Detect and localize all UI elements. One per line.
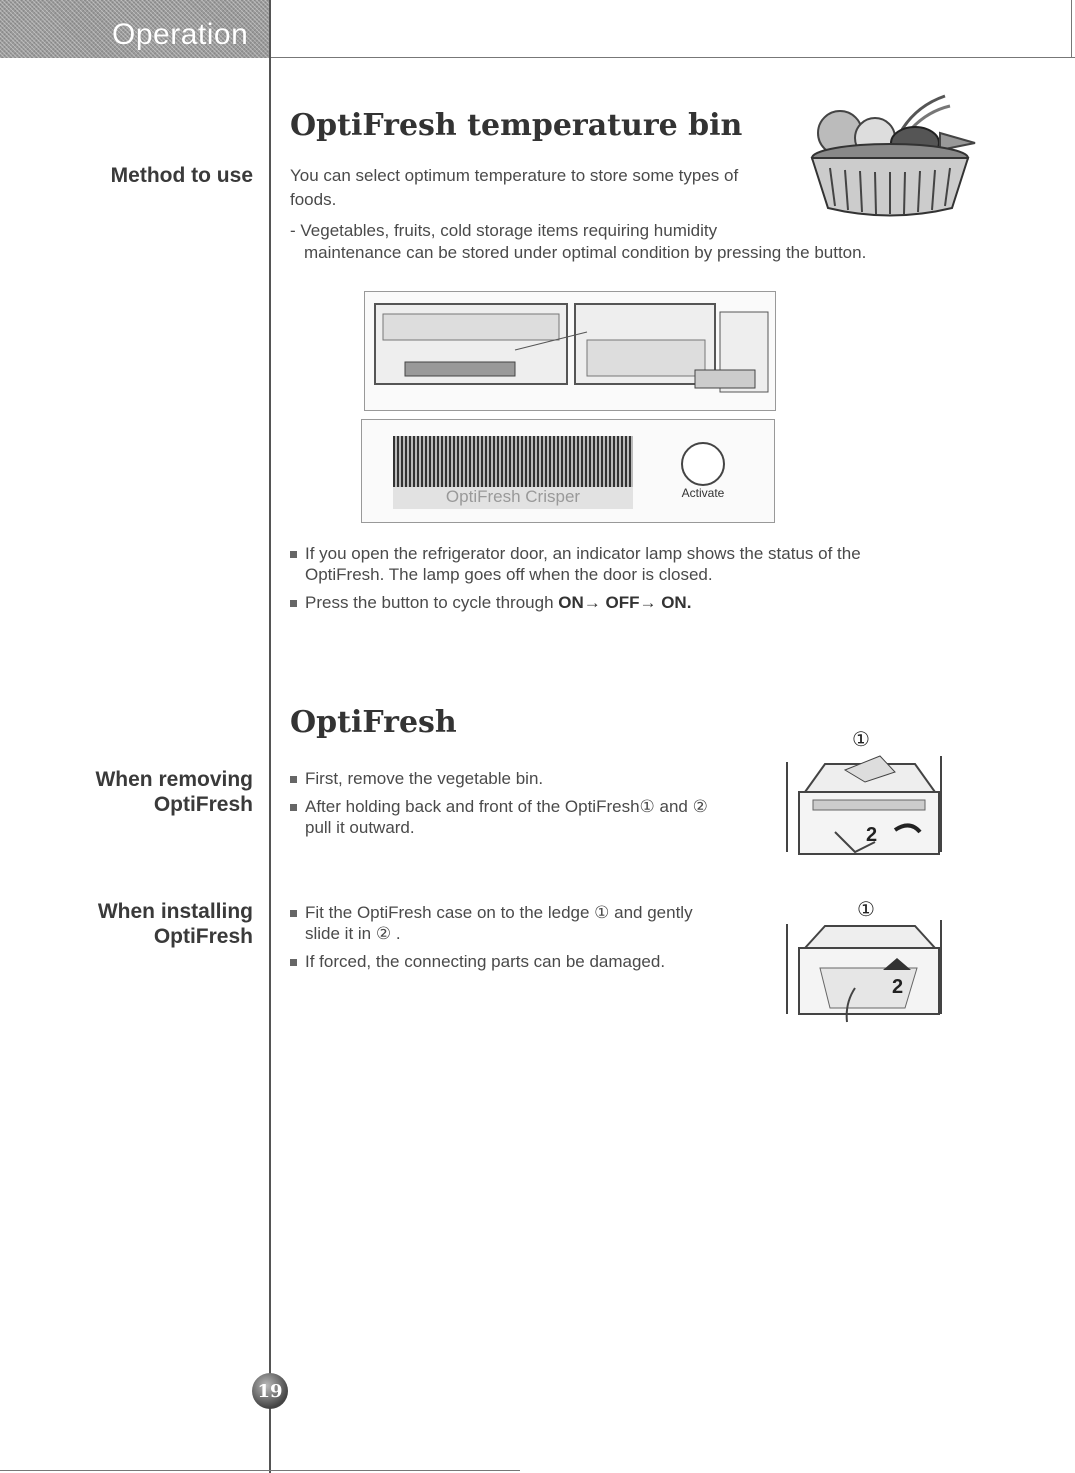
heading-temperature-bin: OptiFresh temperature bin [290,108,743,143]
refrigerator-drawer-illustration [364,291,776,411]
install-step-2 [290,951,665,972]
marker-1-installing: ① [857,899,875,921]
marker-2-removing: 2 [866,824,878,846]
note2-prefix: Press the button to cycle through [305,593,559,612]
remove-step2-line2: pull it outward. [305,818,415,837]
removing-optifresh-illustration [785,752,945,864]
side-label-installing-2: OptiFresh [153,925,253,948]
note-cycle [290,592,691,613]
dash-text-line-1: - Vegetables, fruits, cold storage items requiring humidity [290,221,718,240]
remove-step2-line1: After holding back and front of the OptiFresh① and ② [305,797,708,816]
optifresh-crisper-label: OptiFresh Crisper [445,487,581,506]
installing-optifresh-illustration [785,918,945,1028]
panel-display [393,436,633,488]
side-label-removing-1: When removing [95,768,253,791]
install-step-1 [290,902,693,944]
install-step1-line1: Fit the OptiFresh case on to the ledge ① and gently [305,903,693,922]
bullet-icon [290,551,297,558]
marker-1-removing: ① [852,729,870,751]
vegetable-basket-illustration [800,88,980,220]
bullet-icon [290,910,297,917]
install-step1-line2: slide it in ② . [305,924,401,943]
side-label-removing-2: OptiFresh [153,793,253,816]
note1-line1: If you open the refrigerator door, an indicator lamp shows the status of the [305,544,861,563]
bullet-icon [290,804,297,811]
intro-text-line-1: You can select optimum temperature to store some types of [290,166,739,185]
install-step2-text: If forced, the connecting parts can be damaged. [305,952,666,971]
remove-step-2 [290,796,708,838]
note-indicator [290,543,861,585]
bullet-icon [290,600,297,607]
intro-text-line-2: foods. [290,190,337,209]
bullet-icon [290,959,297,966]
remove-step1-text: First, remove the vegetable bin. [305,769,544,788]
footer-rule [0,1470,520,1471]
note1-line2: OptiFresh. The lamp goes off when the door is closed. [305,565,713,584]
activate-button[interactable] [681,442,725,486]
side-label-installing-1: When installing [97,900,253,923]
marker-2-installing: 2 [892,976,904,998]
dash-text-line-2: maintenance can be stored under optimal condition by pressing the button. [304,243,867,262]
remove-step-1 [290,768,543,789]
activate-label: Activate [681,486,725,500]
header-rule [270,57,1075,58]
heading-optifresh: OptiFresh [290,705,457,740]
header-right-rule [1071,0,1072,57]
bullet-icon [290,776,297,783]
page-number-badge: 19 [252,1373,288,1409]
page-section-title: Operation [112,18,249,51]
side-label-method: Method to use [110,164,253,187]
column-divider [269,0,271,1473]
note2-cycle: ON→ OFF→ ON. [558,593,692,612]
